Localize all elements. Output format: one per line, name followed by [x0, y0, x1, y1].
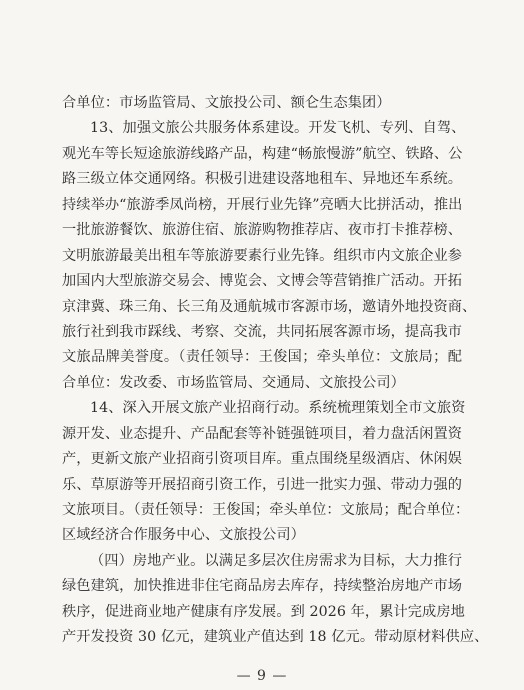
text-line: 合单位：市场监管局、文旅投公司、额仑生态集团）: [62, 95, 391, 111]
document-body: [62, 91, 489, 651]
text-line: 产开发投资 30 亿元，建筑业产值达到 18 亿元。带动原材料供应、: [62, 629, 489, 646]
text-line: 秩序，促进商业地产健康有序发展。到 2026 年，累计完成房地: [62, 603, 465, 620]
text-line: 区域经济合作服务中心、文旅投公司）: [62, 527, 305, 544]
text-line: 加国内大型旅游交易会、博览会、文博会等营销推广活动。开拓: [62, 273, 463, 290]
text-line: 14、深入开展文旅产业招商行动。系统梳理策划全市文旅资: [90, 400, 466, 417]
text-line: （四）房地产业。以满足多层次住房需求为目标，大力推行: [90, 552, 462, 569]
text-line: 文旅品牌美誉度。（责任领导：王俊国；牵头单位：文旅局；配: [62, 349, 462, 366]
text-line: 路三级立体交通网络。积极引进建设落地租车、异地还车系统。: [62, 171, 463, 188]
text-line: 产，更新文旅产业招商引资项目库。重点围绕星级酒店、休闲娱: [62, 451, 463, 468]
text-line: 源开发、业态提升、产品配套等补链强链项目，着力盘活闲置资: [62, 425, 463, 442]
text-line: 13、加强文旅公共服务体系建设。开发飞机、专列、自驾、: [90, 120, 466, 137]
text-line: 观光车等长短途旅游线路产品，构建“畅旅慢游”航空、铁路、公: [62, 145, 463, 162]
text-line: 文明旅游最美出租车等旅游要素行业先锋。组织市内文旅企业参: [62, 247, 463, 264]
text-line: 乐、草原游等开展招商引资工作，引进一批实力强、带动力强的: [62, 476, 463, 493]
text-line: 持续举办“旅游季凤尚榜，开展行业先锋”亮晒大比拼活动，推出: [62, 196, 463, 213]
text-line: 京津冀、珠三角、长三角及通航城市客源市场，邀请外地投资商、: [62, 298, 477, 315]
text-line: 文旅项目。（责任领导：王俊国；牵头单位：文旅局；配合单位：: [62, 502, 470, 518]
page-number: — 9 —: [236, 668, 288, 684]
text-line: 合单位：发改委、市场监管局、交通局、文旅投公司）: [62, 374, 405, 391]
text-line: 绿色建筑，加快推进非住宅商品房去库存，持续整治房地产市场: [62, 578, 463, 595]
text-line: 旅行社到我市踩线、考察、交流，共同拓展客源市场，提高我市: [62, 323, 463, 340]
text-line: 一批旅游餐饮、旅游住宿、旅游购物推荐店、夜市打卡推荐榜、: [62, 222, 463, 239]
